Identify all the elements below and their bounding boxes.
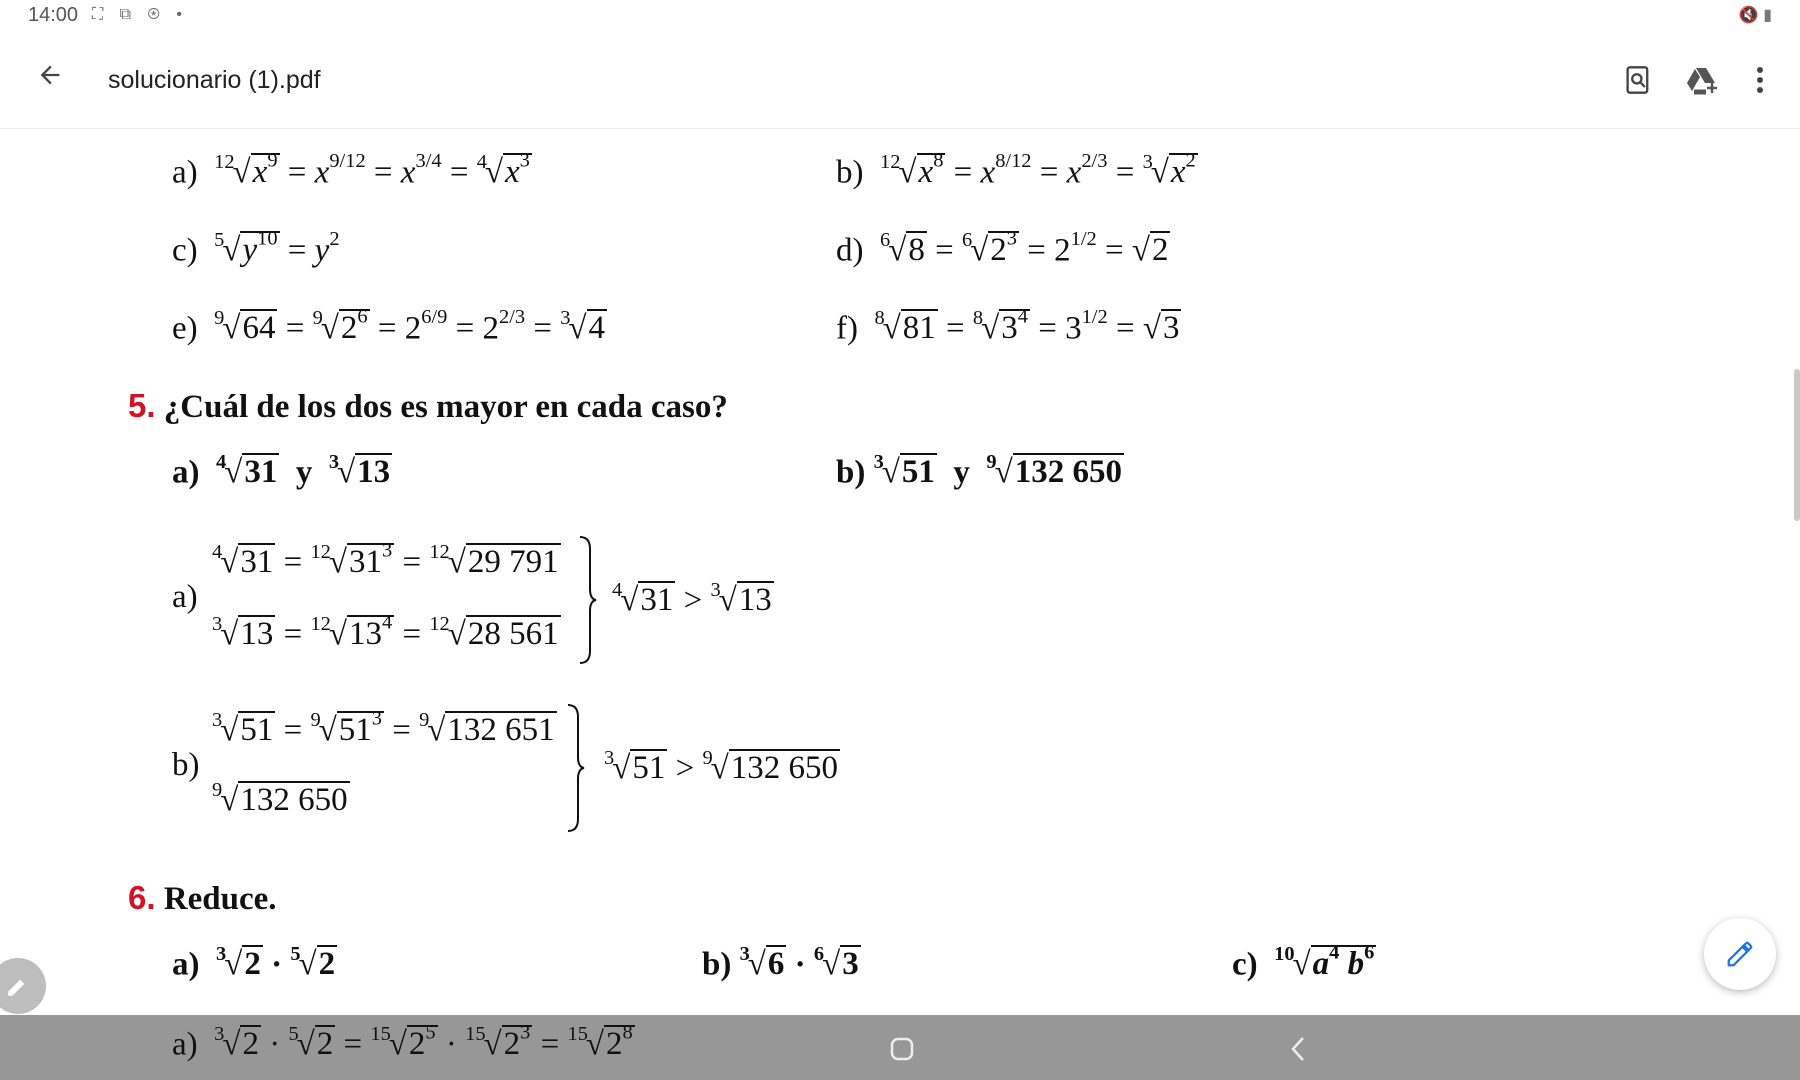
q5-sol-b-brace: [566, 703, 586, 838]
more-vert-icon[interactable]: [1738, 58, 1782, 102]
q6-a-statement: a) $^3$√2 · $^5$√2: [172, 943, 336, 983]
q5-sol-b-line2: $^9$√132 650: [212, 779, 348, 819]
status-bar: [0, 0, 1800, 32]
drive-add-icon[interactable]: [1680, 58, 1724, 102]
q6-title: Reduce.: [163, 881, 277, 917]
status-right-icons: 🔇 ▮: [1738, 7, 1772, 24]
q5-number: 5.: [128, 387, 156, 424]
q4-row-f: f) $^8√81 = ^8√3^4 = 3^{1/2} = √3$: [836, 305, 1180, 347]
q5-b-statement: b) $^3$√51 y $^9$√132 650: [836, 451, 1122, 491]
q4-row-c: c) $^5√y^{10} = y^2$: [172, 227, 340, 269]
q5-sol-b-line1: $^3√51 = ^9√51^3 = ^9√132$ 651: [212, 707, 555, 749]
q5-sol-a-conclusion: $^4$√31 > $^3$√13: [612, 579, 772, 619]
q6-c-statement: c) $^{10}√a^4$ $b^6$: [1232, 941, 1375, 983]
back-arrow-icon[interactable]: [30, 58, 70, 98]
pdf-page: [0, 129, 1800, 1015]
q6-b-statement: b) $^3$√6 · $^6$√3: [702, 943, 859, 983]
nav-back-icon[interactable]: [1278, 1029, 1318, 1069]
q4-row-b: b) $^{12}√x^8 = x^{8/12} = x^{2/3} = ^3√x^2$: [836, 149, 1196, 191]
q4-row-a: a) $^{12}√x^9 = x^{9/12} = x^{3/4} = ^4√x^3$: [172, 149, 530, 191]
app-bar: [0, 38, 1800, 129]
q5-sol-a-label: a): [172, 579, 198, 615]
q4-row-d: d) $^6√8 = ^6√2^3 = 2^{1/2} = √2$: [836, 227, 1169, 269]
q6-heading: [128, 879, 277, 918]
navigation-bar: [0, 1015, 1800, 1080]
q6-sol-a: a) $^3√2 \cdot ^5√2 = ^{15}√2^5 \cdot ^{15}√2^3 = ^{15}√2^8$: [172, 1021, 633, 1063]
q6-number: 6.: [128, 879, 156, 916]
q4-row-e: e) $^9√64 = ^9√2^6 = 2^{6/9} = 2^{2/3} = ^3√4$: [172, 305, 606, 347]
q5-sol-b-conclusion: $^3$√51 > $^9$√132 650: [604, 747, 838, 787]
q5-sol-a-line1: $^4√31 = ^{12}√31^3 = ^{12}√29$ 791: [212, 539, 559, 581]
home-icon[interactable]: [882, 1029, 922, 1069]
scrollbar-thumb[interactable]: [1794, 369, 1800, 521]
q5-heading: [128, 387, 728, 426]
edit-pencil-icon[interactable]: [1704, 918, 1776, 990]
status-left-icons: ⛶ ⧉ ⊛ •: [92, 6, 188, 23]
status-time: 14:00: [28, 4, 79, 26]
q5-sol-a-line2: $^3√13 = ^{12}√13^4 = ^{12}√28$ 561: [212, 611, 559, 653]
search-document-icon[interactable]: [1616, 58, 1660, 102]
q5-sol-b-label: b): [172, 747, 200, 783]
q5-title: ¿Cuál de los dos es mayor en cada caso?: [163, 389, 728, 425]
document-title: solucionario (1).pdf: [108, 66, 321, 94]
q5-sol-a-brace: [578, 535, 598, 670]
q5-a-statement: a) $^4$√31 y $^3$√13: [172, 451, 391, 491]
